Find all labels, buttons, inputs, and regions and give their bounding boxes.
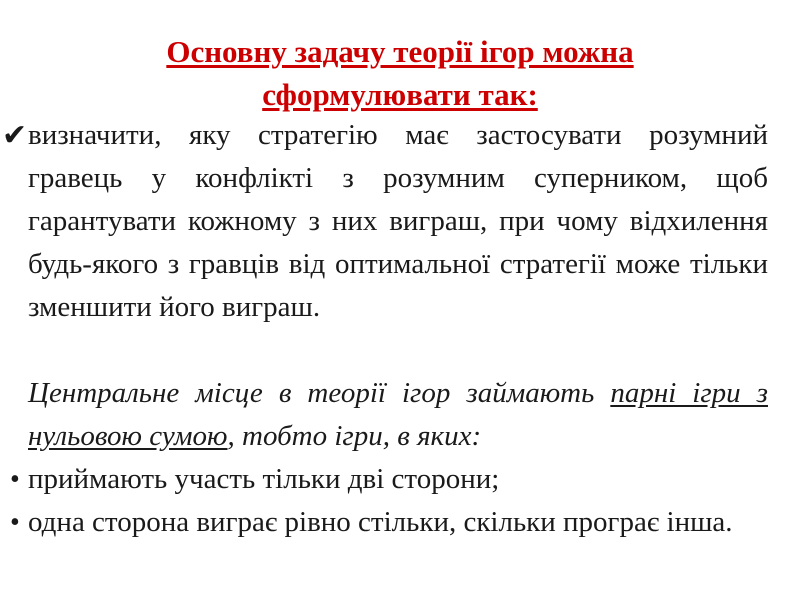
title-line-2: сформулювати так: — [262, 77, 538, 112]
checkmark-icon: ✔ — [2, 119, 28, 152]
italic-paragraph — [28, 372, 768, 458]
bullet-item-1: приймають участь тільки дві сторони; — [28, 463, 500, 495]
bullet-icon: • — [10, 464, 20, 495]
italic-text-2: , тобто ігри, в яких: — [227, 420, 482, 452]
italic-text-1: Центральне місце в теорії ігор займають — [28, 377, 611, 409]
bullet-item-2: одна сторона виграє рівно стільки, скільки програє інша. — [28, 506, 733, 538]
slide-title — [0, 30, 800, 116]
underlined-term: парні ігри з нульовою сумою — [28, 377, 768, 452]
title-line-1: Основну задачу теорії ігор можна — [166, 34, 634, 69]
definition-paragraph: визначити, яку стратегію має застосувати розумний гравець у конфлікті з розумним суперником, щоб гарантувати кожному з них виграш, при чому відхилення будь-якого з гравців від оптимальної стратегії може тільки зменшити його виграш. — [28, 119, 768, 323]
bullet-icon: • — [10, 507, 20, 538]
